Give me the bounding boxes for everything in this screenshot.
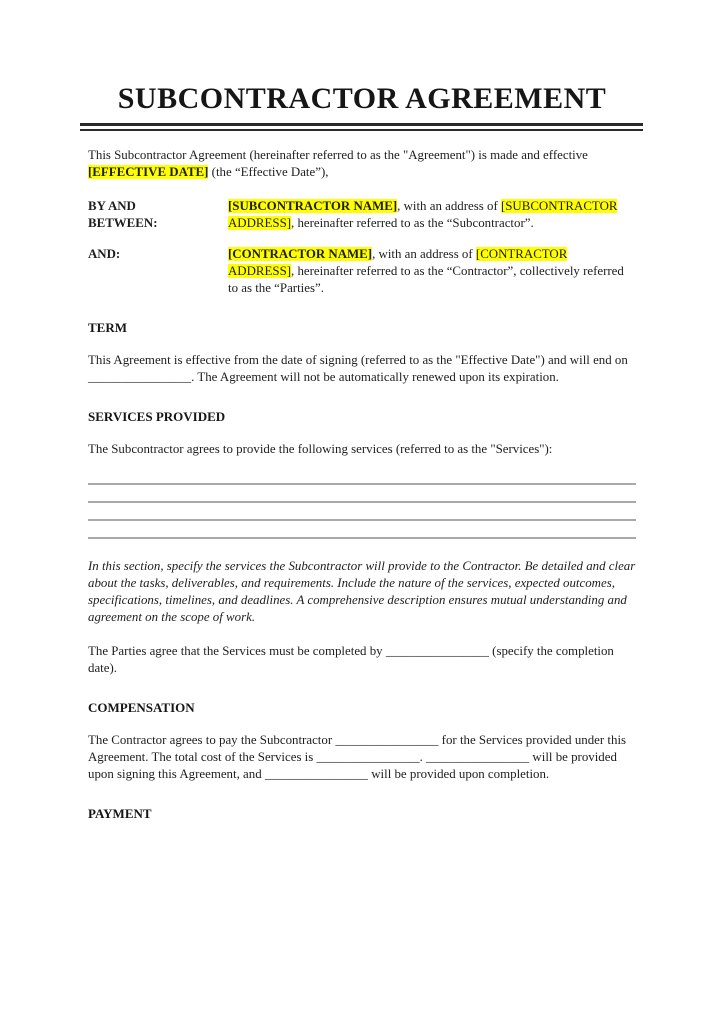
contractor-name-placeholder: [CONTRACTOR NAME]	[228, 247, 373, 261]
title-divider	[80, 123, 643, 131]
party-text-contractor	[228, 246, 636, 297]
party-text-subcontractor	[228, 198, 636, 232]
party-text-mid: , with an address of	[372, 247, 476, 261]
term-paragraph: This Agreement is effective from the date of signing (referred to as the "Effective Date") and will end on ________________. The Agreement will not be automatically renewed upon its expiration.	[88, 353, 628, 384]
service-lines	[88, 467, 636, 539]
term-heading: TERM	[88, 320, 127, 335]
services-intro-paragraph: The Subcontractor agrees to provide the following services (referred to as the "Services"):	[88, 442, 553, 456]
contractor-address-placeholder: [CONTRACTOR ADDRESS]	[228, 247, 568, 278]
fill-in-line	[88, 503, 636, 521]
compensation-paragraph: The Contractor agrees to pay the Subcontractor ________________ for the Services provided under this Agreement. The total cost of the Services is ________________. ________________ will be provided upon signing this Agreement, and ________________ will be provided upon completion.	[88, 733, 627, 781]
subcontractor-address-placeholder: [SUBCONTRACTOR ADDRESS]	[228, 199, 618, 230]
effective-date-placeholder: [EFFECTIVE DATE]	[88, 165, 209, 179]
party-text-tail: , hereinafter referred to as the “Subcontractor”.	[291, 216, 534, 230]
completion-date-paragraph: The Parties agree that the Services must be completed by ________________ (specify the completion date).	[88, 644, 614, 675]
parties-block	[88, 198, 636, 297]
payment-heading: PAYMENT	[88, 806, 152, 821]
services-provided-heading: SERVICES PROVIDED	[88, 409, 226, 424]
intro-paragraph	[88, 147, 636, 181]
fill-in-line	[88, 521, 636, 539]
party-label-by-and-between: BY AND BETWEEN:	[88, 199, 158, 230]
party-text-tail: , hereinafter referred to as the “Contractor”, collectively referred to as the “Parties”.	[228, 264, 624, 295]
party-text-mid: , with an address of	[397, 199, 501, 213]
intro-text-post: (the “Effective Date”),	[208, 165, 329, 179]
intro-text-pre: This Subcontractor Agreement (hereinafter referred to as the "Agreement") is made and effective	[88, 148, 588, 162]
compensation-heading: COMPENSATION	[88, 700, 195, 715]
document-title: SUBCONTRACTOR AGREEMENT	[117, 82, 607, 115]
fill-in-line	[88, 467, 636, 485]
fill-in-line	[88, 485, 636, 503]
party-row-contractor	[88, 246, 636, 297]
subcontractor-name-placeholder: [SUBCONTRACTOR NAME]	[228, 199, 398, 213]
party-label-and: AND:	[88, 247, 121, 261]
services-instruction-note: In this section, specify the services the Subcontractor will provide to the Contractor. Be detailed and clear about the tasks, deliverables, and requirements. Include the nature of the services, expected outcomes, specifications, timelines, and deadlines. A comprehensive description ensures mutual understanding and agreement on the scope of work.	[88, 559, 636, 624]
party-row-subcontractor	[88, 198, 636, 232]
